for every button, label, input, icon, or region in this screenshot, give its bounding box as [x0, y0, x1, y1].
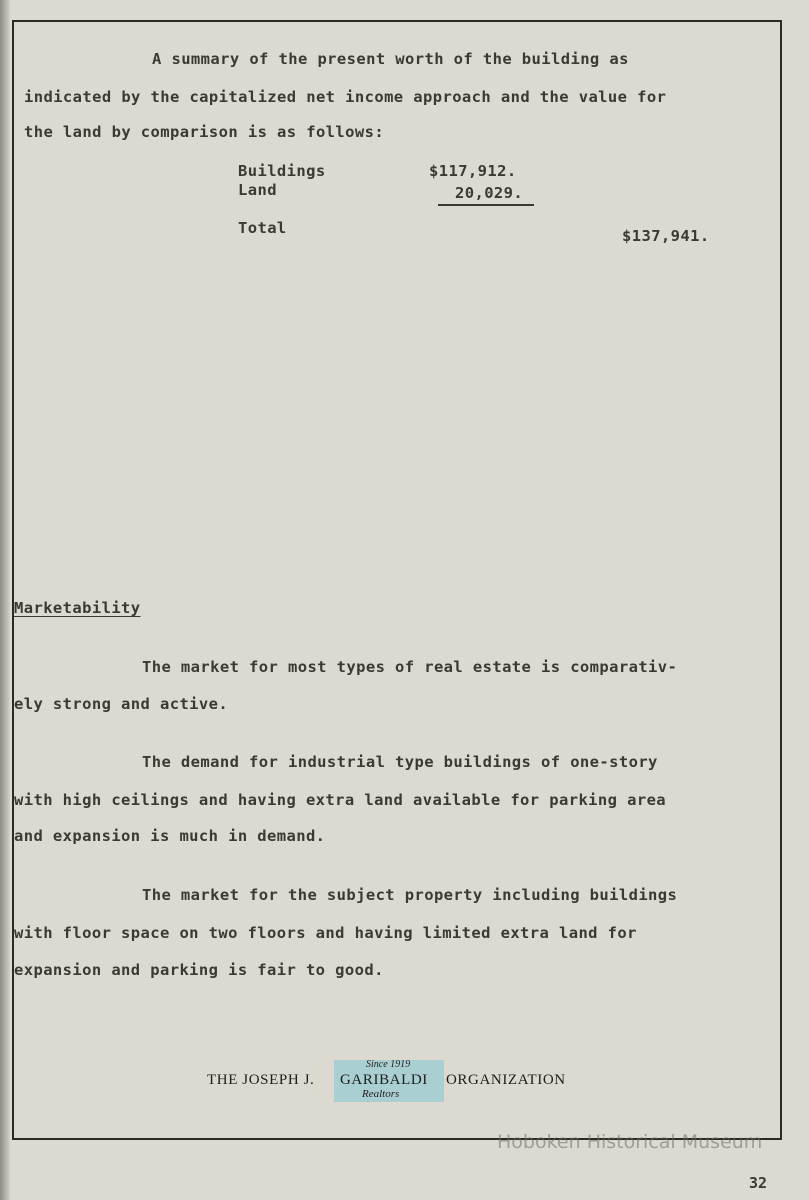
logo-realtors-text: Realtors	[362, 1088, 400, 1100]
paragraph-1-line-2: ely strong and active.	[14, 695, 229, 713]
summary-line-3: the land by comparison is as follows:	[24, 123, 385, 141]
buildings-label: Buildings	[238, 162, 326, 180]
paragraph-3-line-1: The market for the subject property including buildings	[142, 886, 678, 904]
paragraph-3-line-2: with floor space on two floors and having limited extra land for	[14, 924, 637, 942]
buildings-value: $117,912.	[429, 162, 517, 180]
letterhead-name: GARIBALDI	[340, 1072, 428, 1088]
letterhead-suffix: ORGANIZATION	[446, 1072, 566, 1088]
total-label: Total	[238, 219, 287, 237]
binding-shadow	[0, 0, 10, 1200]
paragraph-2-line-1: The demand for industrial type buildings of one-story	[142, 753, 658, 771]
marketability-heading: Marketability	[14, 599, 141, 617]
letterhead-prefix: THE JOSEPH J.	[207, 1072, 315, 1088]
land-label: Land	[238, 181, 277, 199]
total-value: $137,941.	[622, 227, 710, 245]
page-number: 32	[749, 1174, 768, 1192]
paragraph-2-line-2: with high ceilings and having extra land available for parking area	[14, 791, 667, 809]
paragraph-1-line-1: The market for most types of real estate is comparativ-	[142, 658, 678, 676]
paragraph-2-line-3: and expansion is much in demand.	[14, 827, 326, 845]
summary-line-1: A summary of the present worth of the building as	[152, 50, 629, 68]
paragraph-3-line-3: expansion and parking is fair to good.	[14, 961, 384, 979]
logo-since-text: Since 1919	[366, 1059, 411, 1070]
museum-watermark: Hoboken Historical Museum	[497, 1131, 763, 1153]
land-value: 20,029.	[455, 184, 524, 202]
subtotal-rule	[438, 204, 534, 206]
summary-line-2: indicated by the capitalized net income approach and the value for	[24, 88, 667, 106]
